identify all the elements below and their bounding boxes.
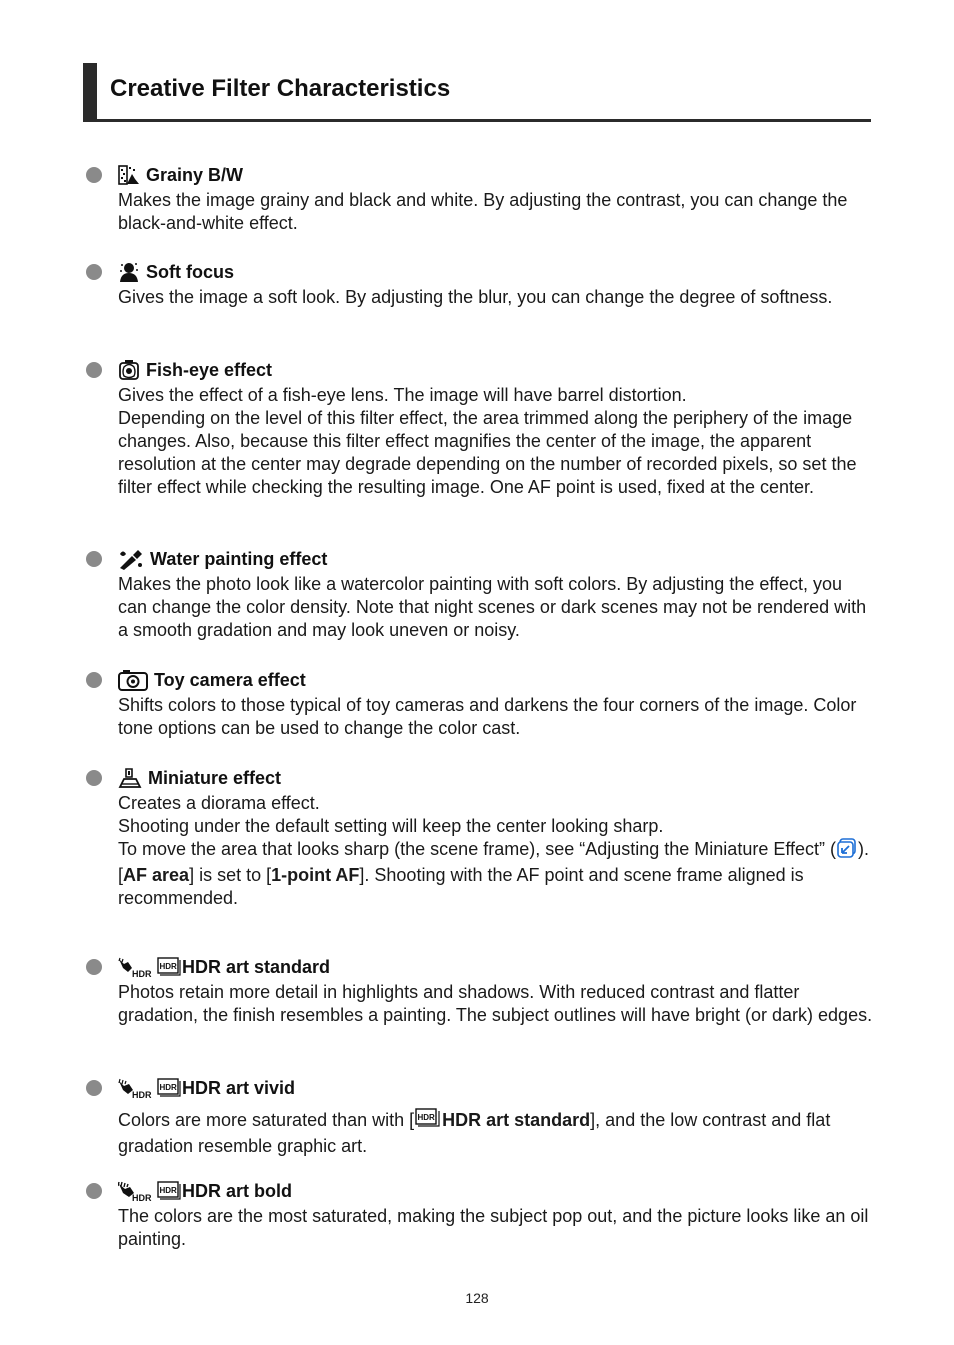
bullet [86,264,102,280]
svg-text:HDR: HDR [417,1113,435,1122]
fish-eye-icon [118,359,140,381]
hdr-art-standard-icon [118,956,182,978]
filter-heading: HDR HDR HDR art standard [118,954,330,980]
page-link-icon[interactable] [837,838,857,864]
water-painting-icon [118,548,144,570]
filter-description: Gives the image a soft look. By adjusting the blur, you can change the degree of softness. [118,287,833,307]
filter-description: The colors are the most saturated, making the subject pop out, and the picture looks like an oil painting. [118,1206,869,1249]
svg-text:HDR: HDR [159,1083,177,1092]
svg-text:HDR: HDR [159,1186,177,1195]
svg-text:HDR: HDR [132,969,152,978]
filter-heading: Soft focus [118,259,234,285]
bullet [86,1080,102,1096]
title-accent-bar [83,63,97,122]
bullet [86,1183,102,1199]
filter-description: Creates a diorama effect. Shooting under the default setting will keep the center looking sharp. To move the area that looks sharp (the scene frame), see “Adjusting the Miniature Effect” ( ). [AF area] is set to [1-point AF]. Shooting with the AF point and scene frame aligned is recommended. [118,793,870,908]
filter-heading: Fish-eye effect [118,357,272,383]
bullet [86,672,102,688]
filter-description: Photos retain more detail in highlights and shadows. With reduced contrast and flatter gradation, the finish resembles a painting. The subject outlines will have bright (or dark) edges. [118,982,873,1025]
filter-description: Colors are more saturated than with [ HDR HDR art standard], and the low contrast and flat gradation resemble graphic art. [118,1107,874,1158]
page-number: 128 [465,1290,489,1306]
hdr-icon [415,1107,441,1135]
bullet [86,362,102,378]
hdr-art-vivid-icon [118,1077,182,1099]
svg-text:HDR: HDR [159,962,177,971]
page-title: Creative Filter Characteristics [110,75,451,102]
toy-camera-icon [118,669,148,691]
filter-heading: Water painting effect [118,546,327,572]
filter-description: Gives the effect of a fish-eye lens. The image will have barrel distortion. Depending on the level of this filter effect, the area trimmed along the periphery of the image changes. Also, because this filter effect magnifies the center of the image, the apparent resolution at the center may degrade depending on the number of recorded pixels, so set the filter effect while checking the resulting image. One AF point is used, fixed at the center. [118,385,857,497]
hdr-art-bold-icon [118,1180,182,1202]
bullet [86,167,102,183]
filter-description: Makes the photo look like a watercolor painting with soft colors. By adjusting the effect, you can change the color density. Note that night scenes or dark scenes may not be rendered with a smooth gradation and may look uneven or noisy. [118,574,867,640]
filter-heading: HDR HDR HDR art vivid [118,1075,295,1101]
filter-heading: Grainy B/W [118,162,243,188]
soft-focus-icon [118,261,140,283]
bullet [86,551,102,567]
miniature-icon [118,767,142,789]
filter-heading: Miniature effect [118,765,281,791]
section-title-bar [83,63,871,122]
filter-description: Makes the image grainy and black and white. By adjusting the contrast, you can change the black-and-white effect. [118,190,848,233]
bullet [86,770,102,786]
filter-heading: HDR HDR HDR art bold [118,1178,292,1204]
filter-description: Shifts colors to those typical of toy cameras and darkens the four corners of the image. Color tone options can be used to change the color cast. [118,695,857,738]
filter-heading: Toy camera effect [118,667,306,693]
svg-text:HDR: HDR [132,1090,152,1099]
bullet [86,959,102,975]
svg-text:HDR: HDR [132,1193,152,1202]
grainy-bw-icon [118,164,140,186]
